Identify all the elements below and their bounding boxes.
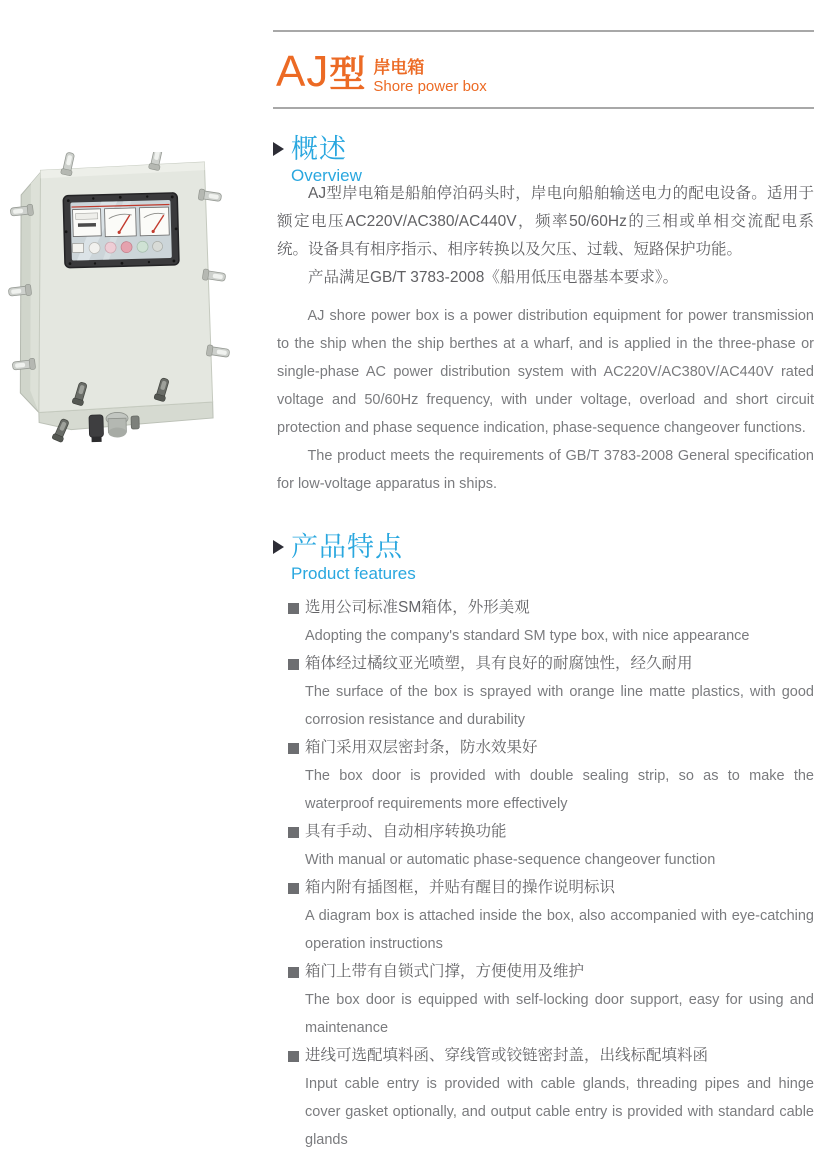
feature-en: The box door is equipped with self-locking door support, easy for using and maintenance xyxy=(305,992,814,1036)
top-divider xyxy=(273,30,814,32)
features-heading-cn: 产品特点 xyxy=(291,532,403,562)
product-name-en: Shore power box xyxy=(373,78,487,95)
list-item xyxy=(288,1042,814,1154)
feature-cn: 进线可选配填料函、穿线管或铰链密封盖，出线标配填料函 xyxy=(305,1047,709,1064)
feature-en: The surface of the box is sprayed with orange line matte plastics, with good corrosion resistance and durability xyxy=(305,684,814,728)
feature-en: With manual or automatic phase-sequence changeover function xyxy=(305,852,716,868)
feature-en: A diagram box is attached inside the box, also accompanied with eye-catching operation instructions xyxy=(305,908,814,952)
overview-paragraph-cn xyxy=(277,180,814,292)
overview-paragraph-en xyxy=(277,302,814,498)
title-divider xyxy=(273,107,814,109)
product-name-cn: 岸电箱 xyxy=(373,58,425,77)
overview-heading xyxy=(273,134,362,186)
feature-cn: 具有手动、自动相序转换功能 xyxy=(305,823,507,840)
square-bullet-icon xyxy=(288,967,299,978)
list-item xyxy=(288,650,814,734)
square-bullet-icon xyxy=(288,883,299,894)
triangle-bullet-icon xyxy=(273,540,284,554)
overview-heading-cn: 概述 xyxy=(291,134,347,164)
feature-cn: 箱内附有插图框，并贴有醒目的操作说明标识 xyxy=(305,879,616,896)
overview-heading-en: Overview xyxy=(291,166,362,185)
features-heading-en: Product features xyxy=(291,564,416,583)
triangle-bullet-icon xyxy=(273,142,284,156)
overview-cn-p1: AJ型岸电箱是船舶停泊码头时，岸电向船舶输送电力的配电设备。适用于额定电压AC220V/AC380/AC440V，频率50/60Hz的三相或单相交流配电系统。设备具有相序指示、相序转换以及欠压、过载、短路保护功能。 xyxy=(277,185,814,258)
overview-cn-p2: 产品满足GB/T 3783-2008《船用低压电器基本要求》。 xyxy=(308,269,679,286)
square-bullet-icon xyxy=(288,1051,299,1062)
feature-cn: 箱门上带有自锁式门撑，方便使用及维护 xyxy=(305,963,585,980)
product-name xyxy=(373,58,486,98)
product-model xyxy=(276,48,365,98)
overview-en-p2: The product meets the requirements of GB/T 3783-2008 General specification for low-voltage apparatus in ships. xyxy=(277,448,814,492)
page-title xyxy=(276,48,487,98)
shore-power-box-illustration xyxy=(8,152,258,462)
list-item xyxy=(288,594,814,650)
overview-en-p1: AJ shore power box is a power distribution equipment for power transmission to the ship when the ship berthes at a wharf, and is applied in the three-phase or single-phase AC power distribution system with AC220V/AC380V/AC440V rated voltage and 50/60Hz frequency, with under voltage, overload and short circuit protection and phase sequence indication, phase-sequence changeover functions. xyxy=(277,308,814,436)
feature-cn: 选用公司标准SM箱体，外形美观 xyxy=(305,599,530,616)
feature-en: Adopting the company's standard SM type box, with nice appearance xyxy=(305,628,750,644)
list-item xyxy=(288,958,814,1042)
model-code: AJ xyxy=(276,47,330,96)
features-list xyxy=(288,594,814,1154)
list-item xyxy=(288,734,814,818)
feature-en: Input cable entry is provided with cable glands, threading pipes and hinge cover gasket optionally, and output cable entry is provided with standard cable glands xyxy=(305,1076,814,1148)
feature-en: The box door is provided with double sealing strip, so as to make the waterproof requirements more effectively xyxy=(305,768,814,812)
square-bullet-icon xyxy=(288,827,299,838)
feature-cn: 箱体经过橘纹亚光喷塑，具有良好的耐腐蚀性，经久耐用 xyxy=(305,655,693,672)
feature-cn: 箱门采用双层密封条，防水效果好 xyxy=(305,739,538,756)
square-bullet-icon xyxy=(288,603,299,614)
square-bullet-icon xyxy=(288,743,299,754)
product-photo xyxy=(8,152,258,462)
list-item xyxy=(288,874,814,958)
list-item xyxy=(288,818,814,874)
features-heading xyxy=(273,532,416,584)
model-suffix: 型 xyxy=(329,53,366,94)
square-bullet-icon xyxy=(288,659,299,670)
